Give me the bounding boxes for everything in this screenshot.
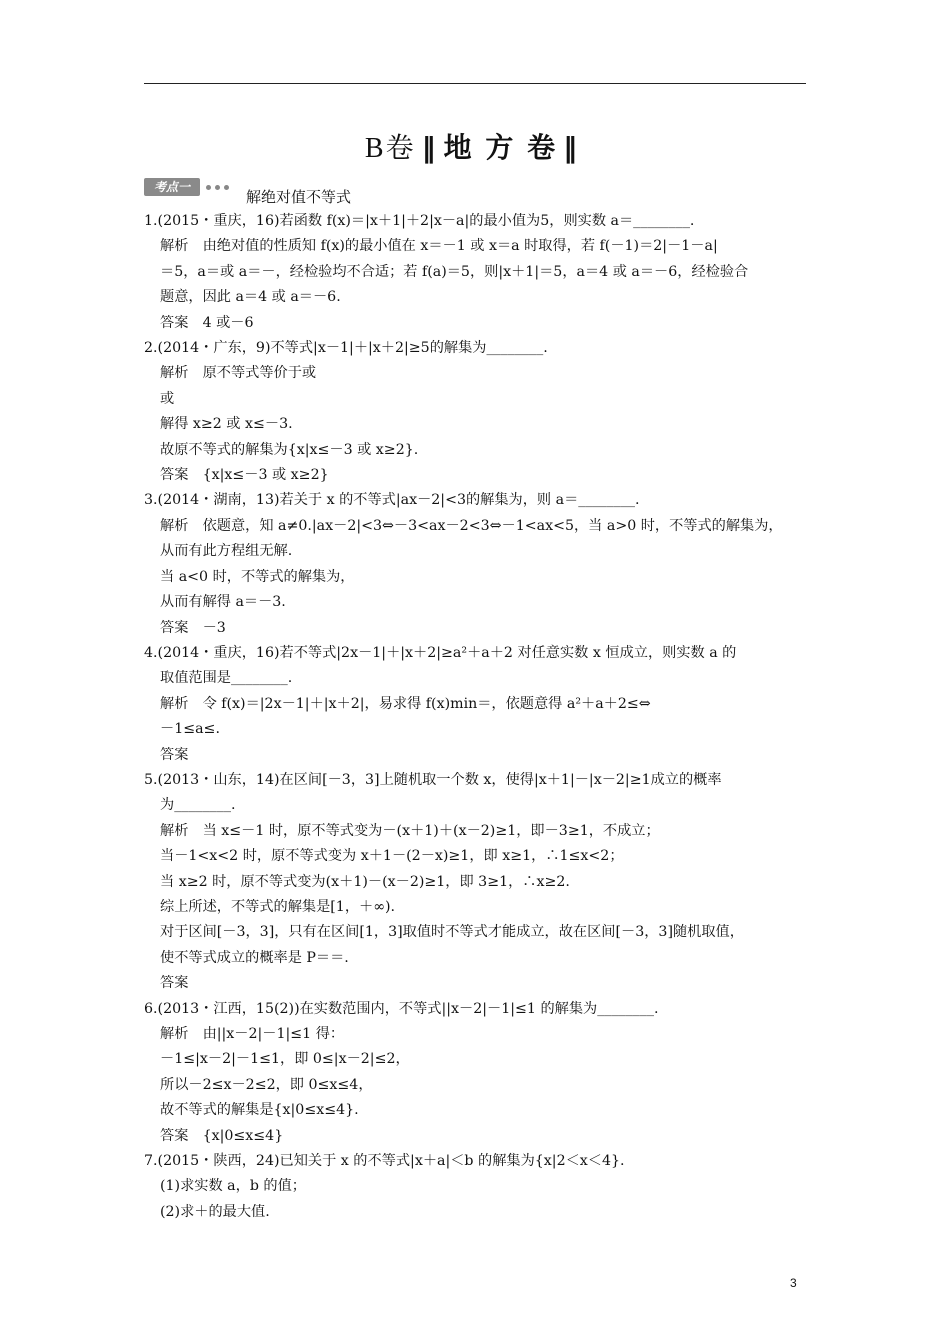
solution-line: 解析 由||x－2|－1|≤1 得： [160,1026,345,1042]
solution-line: (1)求实数 a，b 的值； [160,1178,306,1195]
solution-line: 解析 由绝对值的性质知 f(x)的最小值在 x＝－1 或 x＝a 时取得，若 f(－1)＝2|－1－a| [160,238,718,255]
badge-dot-icon [224,185,229,190]
solution-line: 使不等式成立的概率是 P＝＝. [160,949,349,966]
solution-line: 所以－2≤x－2≤2，即 0≤x≤4， [160,1076,373,1093]
top-rule [144,83,806,84]
solution-line: 答案 －3 [160,619,226,636]
solution-line: －1≤|x－2|－1≤1，即 0≤|x－2|≤2， [160,1051,410,1068]
solution-line: 答案 [160,975,189,992]
solution-line: 故不等式的解集是{x|0≤x≤4}. [160,1102,359,1119]
problem-line: 5.(2013・山东，14)在区间[－3，3]上随机取一个数 x，使得|x＋1|－|x－2|≥1成立的概率 [144,771,722,788]
solution-line: 答案 4 或－6 [160,314,254,331]
solution-line: 当－1<x<2 时，原不等式变为 x＋1－(2－x)≥1，即 x≥1，∴1≤x<2； [160,848,624,865]
section-badge-label: 考点一 [144,178,200,196]
problem-line: 4.(2014・重庆，16)若不等式|2x－1|＋|x＋2|≥a²＋a＋2 对任意实数 x 恒成立，则实数 a 的 [144,644,737,661]
title-volume-letter: B [364,133,386,164]
page-number: 3 [790,1276,797,1290]
solution-line: (2)求＋的最大值. [160,1203,270,1220]
section-badge [144,176,228,198]
title-main: 地 方 卷 [443,131,558,164]
solution-line: 解析 原不等式等价于或 [160,365,317,382]
solution-line: 取值范围是________. [160,670,293,687]
title-separator-end: ‖ [563,131,580,164]
title-separator: ‖ [421,131,438,164]
problem-line: 7.(2015・陕西，24)已知关于 x 的不等式|x＋a|＜b 的解集为{x|2＜x＜4}. [144,1153,625,1170]
solution-line: 答案 {x|0≤x≤4} [160,1127,284,1144]
solution-line: 解析 令 f(x)＝|2x－1|＋|x＋2|，易求得 f(x)min＝，依题意得 a²＋a＋2≤⇔ [160,695,651,712]
problem-line: 2.(2014・广东，9)不等式|x－1|＋|x＋2|≥5的解集为________. [144,340,548,357]
solution-line: 从而有解得 a＝－3. [160,594,286,611]
solution-line: 故原不等式的解集为{x|x≤－3 或 x≥2}. [160,441,419,458]
solution-line: 为________. [160,797,236,814]
section-title: 解绝对值不等式 [246,188,352,206]
badge-dot-icon [206,185,211,190]
solution-line: 综上所述，不等式的解集是[1，＋∞). [160,898,396,915]
solution-line: 答案 [160,746,189,763]
page-title [0,126,950,166]
problem-line: 6.(2013・江西，15(2))在实数范围内，不等式||x－2|－1|≤1 的解集为________. [144,1000,659,1017]
title-volume-word: 卷 [385,131,416,164]
badge-dot-icon [215,185,220,190]
problem-line: 3.(2014・湖南，13)若关于 x 的不等式|ax－2|<3的解集为，则 a＝________. [144,492,640,509]
solution-line: ＝5，a＝或 a＝－，经检验均不合适；若 f(a)＝5，则|x＋1|＝5，a＝4 或 a＝－6，经检验合 [160,263,749,280]
solution-line: 解得 x≥2 或 x≤－3. [160,416,293,433]
solution-line: 当 a<0 时，不等式的解集为， [160,568,355,585]
solution-line: 或 [160,390,175,407]
solution-line: －1≤a≤. [160,721,220,738]
problem-list [144,209,810,1225]
solution-line: 解析 当 x≤－1 时，原不等式变为－(x＋1)＋(x－2)≥1，即－3≥1，不成立； [160,822,660,839]
solution-line: 题意，因此 a＝4 或 a＝－6. [160,289,341,306]
solution-line: 从而有此方程组无解. [160,543,293,560]
problem-line: 1.(2015・重庆，16)若函数 f(x)＝|x＋1|＋2|x－a|的最小值为5，则实数 a＝________. [144,213,695,229]
solution-line: 解析 依题意，知 a≠0.|ax－2|<3⇔－3<ax－2<3⇔－1<ax<5，当 a>0 时，不等式的解集为， [160,517,783,534]
solution-line: 当 x≥2 时，原不等式变为(x＋1)－(x－2)≥1，即 3≥1，∴x≥2. [160,873,570,890]
solution-line: 对于区间[－3，3]，只有在区间[1，3]取值时不等式才能成立，故在区间[－3，3]随机取值， [160,924,744,941]
solution-line: 答案 {x|x≤－3 或 x≥2} [160,467,329,484]
